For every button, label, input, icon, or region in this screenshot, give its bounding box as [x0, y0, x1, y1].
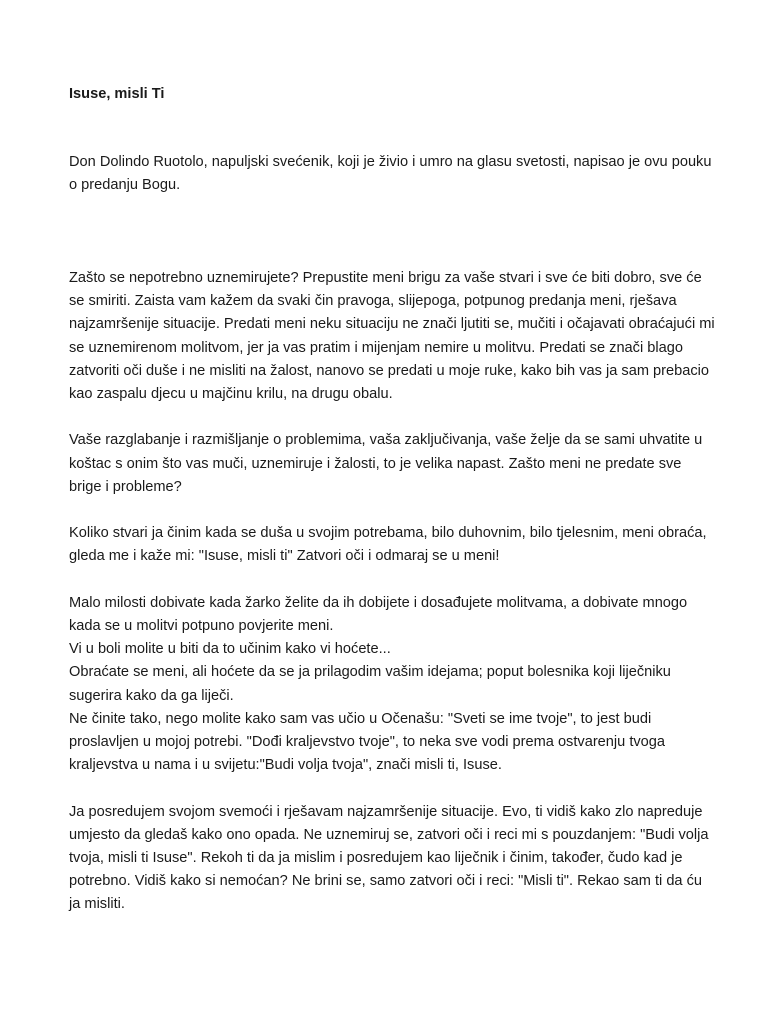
text-line: tvoja, misli ti Isuse". Rekoh ti da ja mislim i posredujem kao liječnik i činim, također, čudo kad je	[69, 850, 683, 867]
text-line: najzamršenije situacije. Predati meni neku situaciju ne znači ljutiti se, mučiti i očajavati obraćajući mi	[69, 316, 715, 333]
text-line: kraljevstva u nama i u svijetu:"Budi volja tvoja", znači misli ti, Isuse.	[69, 757, 502, 774]
text-line: sugerira kako da ga liječi.	[69, 687, 234, 704]
text-line: proslavljen u mojoj potrebi. "Dođi kraljevstvo tvoje", to neka sve vodi prema ostvarenju tvoga	[69, 734, 666, 751]
text-line: potrebno. Vidiš kako si nemoćan? Ne brini se, samo zatvori oči i reci: "Misli ti". Rekao sam ti da ću	[69, 873, 703, 890]
paragraph-1	[69, 267, 714, 406]
document-title: Isuse, misli Ti	[69, 86, 165, 102]
text-line: Vaše razglabanje i razmišljanje o problemima, vaša zaključivanja, vaše želje da se sami uhvatite u	[69, 432, 703, 449]
text-line: gleda me i kaže mi: "Isuse, misli ti" Zatvori oči i odmaraj se u meni!	[69, 548, 500, 565]
text-line: Koliko stvari ja činim kada se duša u svojim potrebama, bilo duhovnim, bilo tjelesnim, meni obraća,	[69, 525, 707, 542]
text-line: koštac s onim što vas muči, uznemiruje i žalosti, to je velika napast. Zašto meni ne predate sve	[69, 455, 682, 472]
text-line: Zašto se nepotrebno uznemirujete? Prepustite meni brigu za vaše stvari i sve će biti dobro, sve će	[69, 270, 702, 286]
text-line: Obraćate se meni, ali hoćete da se ja prilagodim vašim idejama; poput bolesnika koji liječniku	[69, 664, 671, 681]
text-line: se smiriti. Zaista vam kažem da svaki čin pravoga, slijepoga, potpunog predanja meni, rješava	[69, 293, 677, 310]
text-line: Vi u boli molite u biti da to učinim kako vi hoćete...	[69, 641, 391, 658]
text-line: Don Dolindo Ruotolo, napuljski svećenik, koji je živio i umro na glasu svetosti, napisao je ovu pouku	[69, 154, 712, 170]
paragraph-2	[69, 429, 714, 499]
text-line: kao zaspalu djecu u majčinu krilu, na drugu obalu.	[69, 386, 393, 403]
intro-paragraph	[69, 151, 714, 197]
text-line: o predanju Bogu.	[69, 177, 181, 194]
text-line: kada se u molitvi potpuno povjerite meni.	[69, 618, 334, 634]
text-line: Ja posredujem svojom svemoći i rješavam najzamršenije situacije. Evo, ti vidiš kako zlo napreduje	[69, 803, 703, 820]
text-line: se uznemirenom molitvom, jer ja vas pratim i mijenjam nemire u molitvu. Predati se znači blago	[69, 339, 683, 356]
text-line: Ne činite tako, nego molite kako sam vas učio u Očenašu: "Sveti se ime tvoje", to jest budi	[69, 710, 652, 727]
paragraph-4	[69, 592, 714, 778]
text-line: zatvoriti oči duše i ne misliti na žalost, nanovo se predati u moje ruke, kako bih vas ja sam prebacio	[69, 362, 710, 379]
text-line: ja misliti.	[69, 896, 125, 913]
paragraph-3	[69, 522, 714, 568]
main-text	[69, 267, 714, 940]
text-line: Malo milosti dobivate kada žarko želite da ih dobijete i dosađujete molitvama, a dobivate mnogo	[69, 594, 688, 611]
text-line: umjesto da gledaš kako ono opada. Ne uznemiruj se, zatvori oči i reci mi s pouzdanjem: "Budi volja	[69, 826, 709, 843]
text-line: brige i probleme?	[69, 478, 182, 495]
paragraph-5	[69, 801, 714, 917]
